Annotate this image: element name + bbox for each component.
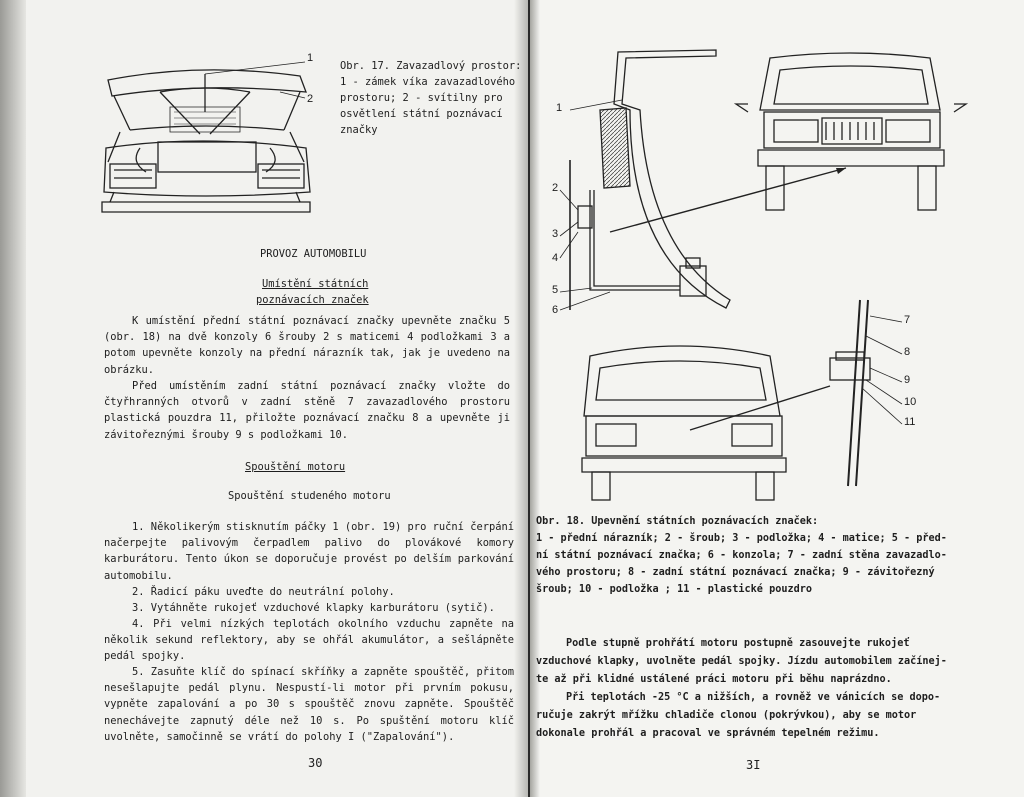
caption-line: prostoru; 2 - svítilny pro [340, 92, 503, 104]
list-item: 1. Několikerým stisknutím páčky 1 (obr. 19) pro ruční čerpání načerpejte palivovým čerpadlem palivo do plovákové komory karburátoru. Tento úkon se doporučuje provést po delším parkování automobilu. [104, 521, 514, 582]
right-page [530, 0, 1024, 797]
caption-line: Obr. 18. Upevnění státních poznávacích značek: [536, 516, 819, 527]
text-line: Podle stupně prohřátí motoru postupně zasouvejte rukojeť [566, 638, 910, 649]
list-item: 4. Při velmi nízkých teplotách okolního vzduchu zapněte na několik sekund reflektory, aby se ohřál akumulátor, a sešlápněte pedál spojky. [104, 618, 514, 663]
subsection-title-line2: poznávacích značek [256, 294, 369, 306]
figure-18-callout-5: 5 [552, 284, 559, 296]
spine-shadow [514, 0, 528, 797]
cold-start-title: Spouštění studeného motoru [228, 490, 391, 502]
text-line: dokonale prohřál a pracoval ve správném tepelném režimu. [536, 728, 880, 739]
list-item: 5. Zasuňte klíč do spínací skříňky a zapněte spouštěč, přitom nesešlapujte pedál plynu. Nespustí-li motor při prvním pokusu, vypněte zapalování a po 30 s spouštěč znovu zapněte. Spouštěč nenechávejte zapnutý déle než 10 s. Po spuštění motoru klíč uvolněte, samočinně se vrátí do polohy I ("Zapalování"). [104, 666, 514, 743]
figure-18-rear-plate-illustration [530, 296, 1024, 506]
text-line: Při teplotách -25 °C a nižších, a rovněž ve vánicích se dopo- [566, 692, 941, 703]
caption-line: šroub; 10 - podložka ; 11 - plastické pouzdro [536, 584, 813, 595]
figure-18-callout-6: 6 [552, 304, 559, 316]
engine-start-title: Spouštění motoru [245, 461, 346, 473]
caption-line: značky [340, 124, 378, 136]
caption-line: osvětlení státní poznávací [340, 108, 503, 120]
caption-line: 1 - zámek víka zavazadlového [340, 76, 516, 88]
page-number: 30 [308, 756, 323, 770]
figure-18-callout-9: 9 [904, 374, 911, 386]
list-item: 3. Vytáhněte rukojeť vzduchové klapky karburátoru (sytič). [132, 602, 495, 614]
figure-18-callout-3: 3 [552, 228, 559, 240]
page-edge-shadow [0, 0, 26, 797]
section-title: PROVOZ AUTOMOBILU [260, 248, 367, 260]
caption-line: Obr. 17. Zavazadlový prostor: [340, 60, 522, 72]
caption-line: ní státní poznávací značka; 6 - konzola; 7 - zadní stěna zavazadlo- [536, 550, 947, 561]
figure-18-callout-7: 7 [904, 314, 911, 326]
figure-17-trunk-illustration [100, 52, 315, 222]
figure-18-callout-4: 4 [552, 252, 559, 264]
caption-line: vého prostoru; 8 - zadní státní poznávací značka; 9 - závitořezný [536, 567, 935, 578]
figure-18-callout-1: 1 [556, 102, 563, 114]
paragraph-rear-plate: Před umístěním zadní státní poznávací značky vložte do čtyřhranných otvorů v zadní stěně 7 zavazadlového prostoru plastická pouzdra 11, přiložte poznávací značku 8 a upevněte ji závitořeznými šrouby 9 s podložkami 10. [104, 380, 510, 441]
figure-18-callout-2: 2 [552, 182, 559, 194]
list-item: 2. Řadicí páku uveďte do neutrální polohy. [132, 586, 395, 598]
figure-17-callout-2: 2 [307, 93, 314, 105]
figure-18-front-plate-illustration [530, 0, 1024, 330]
page-number: 3I [746, 758, 761, 772]
subsection-title-line1: Umístění státních [262, 278, 369, 290]
text-line: vzduchové klapky, uvolněte pedál spojky. Jízdu automobilem začínej- [536, 656, 947, 667]
text-line: ručuje zakrýt mřížku chladiče clonou (pokrývkou), aby se motor [536, 710, 917, 721]
caption-line: 1 - přední nárazník; 2 - šroub; 3 - podložka; 4 - matice; 5 - před- [536, 533, 947, 544]
figure-18-callout-8: 8 [904, 346, 911, 358]
figure-17-callout-1: 1 [307, 52, 314, 64]
text-line: te až při klidné ustálené práci motoru při běhu naprázdno. [536, 674, 892, 685]
figure-18-callout-10: 10 [904, 396, 917, 408]
figure-18-callout-11: 11 [904, 416, 916, 428]
paragraph-front-plate: K umístění přední státní poznávací značky upevněte značku 5 (obr. 18) na dvě konzoly 6 šrouby 2 s maticemi 4 podložkami 3 a potom upevněte konzoly na přední nárazník tak, jak je uvedeno na obrázku. [104, 315, 510, 376]
